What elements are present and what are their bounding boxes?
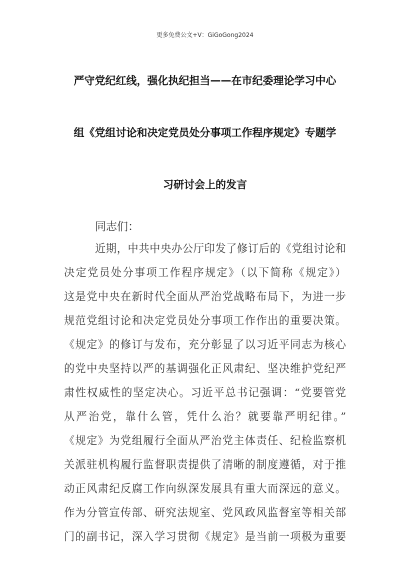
- title-line-2: 组《党组讨论和决定党员处分事项工作程序规定》专题学: [73, 127, 337, 139]
- body-line: 决定党员处分事项工作程序规定》（以下简称《规定》）: [64, 267, 346, 279]
- salutation: 同志们：: [95, 220, 139, 233]
- body-line: 动正风肃纪反腐工作向纵深发展具有重大而深远的意义。: [64, 483, 346, 495]
- title-line-3: 习研讨会上的发言: [163, 179, 247, 191]
- body-line: 的党中央坚持以严的基调强化正风肃纪、坚决维护党纪严: [64, 363, 346, 375]
- body-line: 作为分管宣传部、研究法规室、党风政风监督室等相关部: [64, 507, 346, 519]
- body-line: 关派驻机构履行监督职责提供了清晰的制度遵循，对于推: [64, 459, 346, 471]
- body-line: 规范党组讨论和决定党员处分事项工作作出的重要决策。: [64, 315, 346, 327]
- body-line: 这是党中央在新时代全面从严治党战略布局下，为进一步: [64, 291, 346, 303]
- body-line: 门的副书记，深入学习贯彻《规定》是当前一项极为重要: [64, 531, 346, 543]
- body-line: 《规定》的修订与发布，充分彰显了以习近平同志为核心: [64, 339, 346, 351]
- body-line: 从严治党，靠什么管，凭什么治？就要靠严明纪律。”: [64, 411, 346, 423]
- header-note: 更多免费公文+V：GiGoGong2024: [156, 32, 254, 39]
- body-line: 肃性权威性的坚定决心。习近平总书记强调：“党要管党: [64, 387, 346, 399]
- body-line: 近期，中共中央办公厅印发了修订后的《党组讨论和: [95, 243, 346, 255]
- title-line-1: 严守党纪红线，强化执纪担当——在市纪委理论学习中心: [73, 75, 337, 87]
- body-line: 《规定》为党组履行全面从严治党主体责任、纪检监察机: [64, 435, 346, 447]
